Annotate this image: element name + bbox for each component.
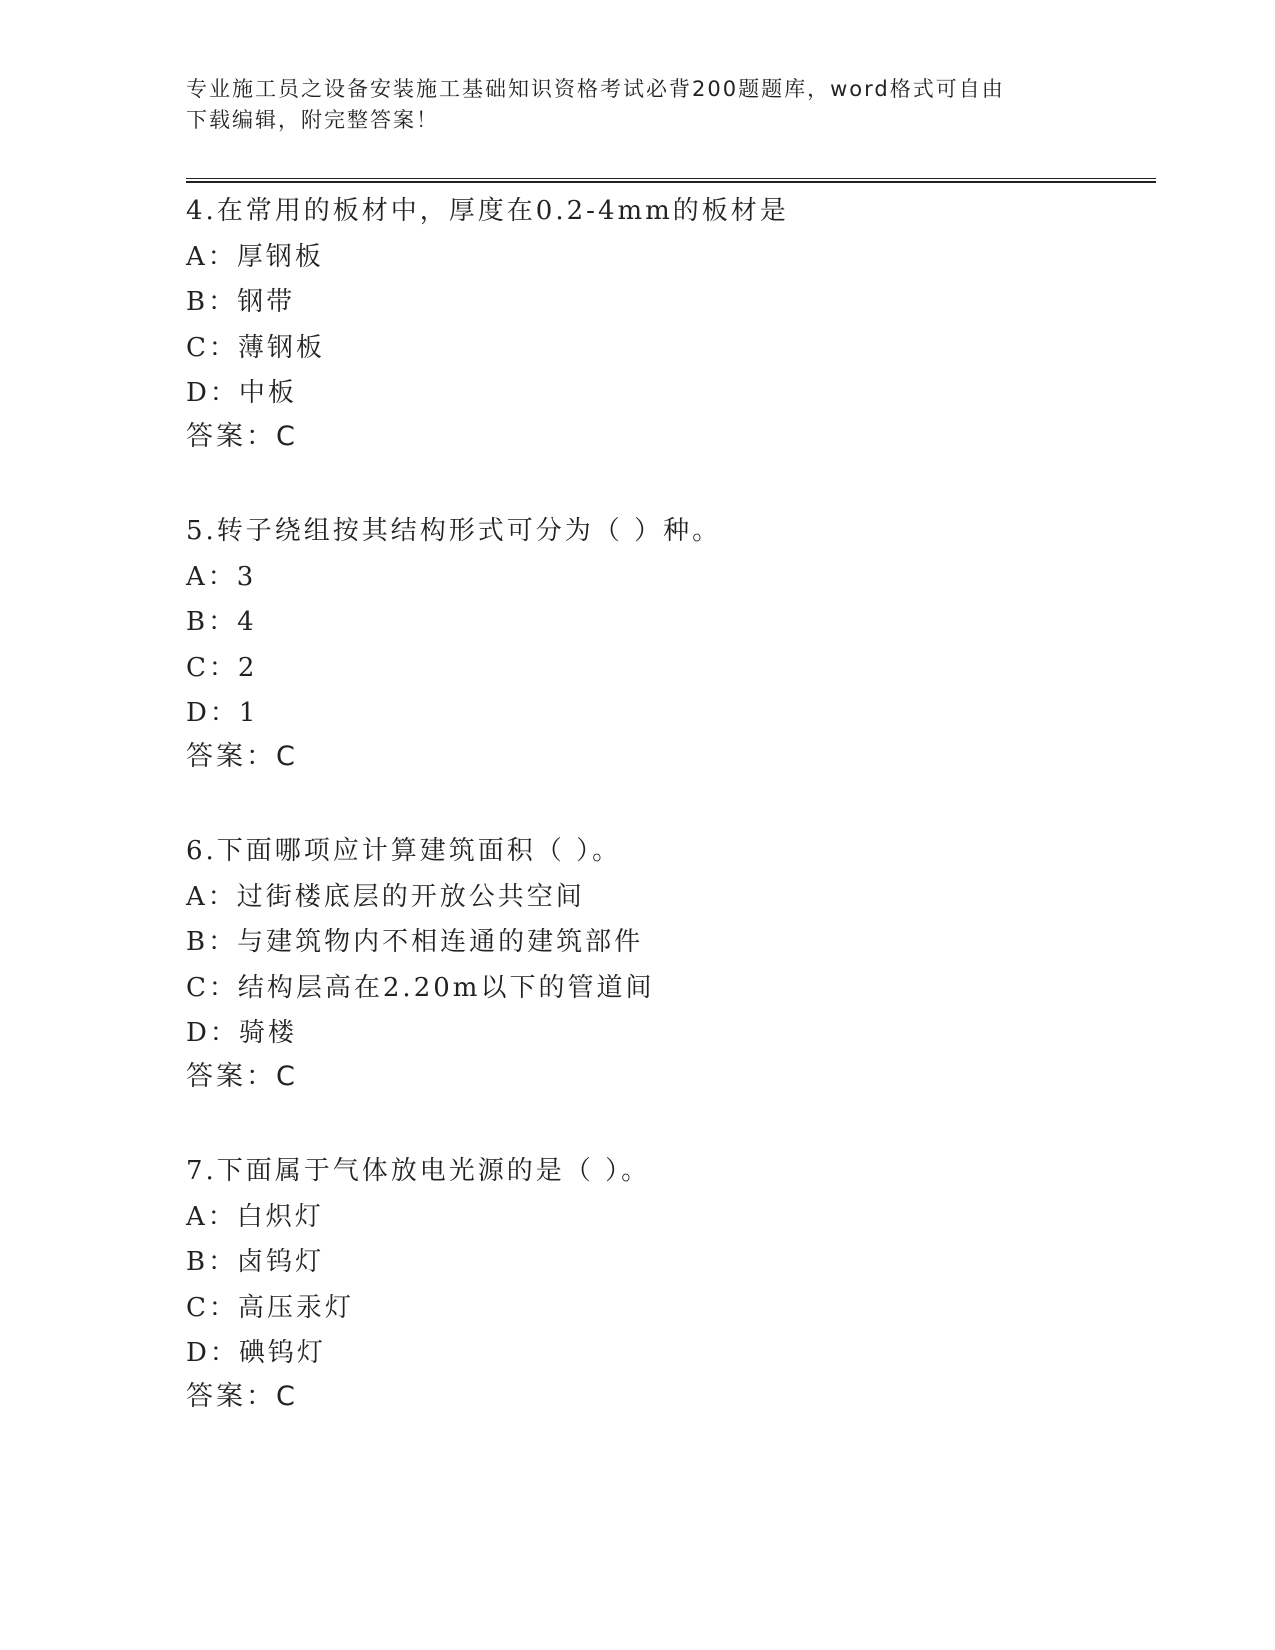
question-stem: 4.在常用的板材中，厚度在0.2-4mm的板材是 [186, 196, 789, 226]
option-c: C：结构层高在2.20m以下的管道间 [186, 973, 655, 1003]
question-stem: 5.转子绕组按其结构形式可分为（ ）种。 [186, 516, 722, 546]
option-b: B：钢带 [186, 287, 296, 317]
option-c: C：高压汞灯 [186, 1293, 354, 1323]
answer-line: 答案：C [186, 741, 298, 772]
option-c: C：2 [186, 653, 258, 683]
option-a: A：厚钢板 [186, 242, 324, 272]
option-d: D：碘钨灯 [186, 1338, 326, 1368]
answer-line: 答案：C [186, 421, 298, 452]
question-6 [186, 830, 1146, 1150]
header-rule-thin [186, 178, 1156, 179]
header-line-1: 专业施工员之设备安装施工基础知识资格考试必背200题题库，word格式可自由 [186, 77, 1005, 101]
question-4 [186, 190, 1146, 510]
option-b: B：4 [186, 607, 257, 637]
answer-line: 答案：C [186, 1381, 298, 1412]
document-header [186, 74, 1086, 136]
answer-line: 答案：C [186, 1061, 298, 1092]
option-d: D：1 [186, 698, 259, 728]
option-d: D：中板 [186, 378, 297, 408]
option-b: B：与建筑物内不相连通的建筑部件 [186, 927, 644, 957]
option-b: B：卤钨灯 [186, 1247, 325, 1277]
option-a: A：白炽灯 [186, 1202, 324, 1232]
option-a: A：3 [186, 562, 257, 592]
option-d: D：骑楼 [186, 1018, 297, 1048]
option-a: A：过街楼底层的开放公共空间 [186, 882, 585, 912]
question-7 [186, 1150, 1146, 1470]
header-rule-thick [186, 181, 1156, 183]
option-c: C：薄钢板 [186, 333, 325, 363]
question-list [186, 190, 1146, 1470]
question-stem: 7.下面属于气体放电光源的是（ ）。 [186, 1156, 651, 1186]
question-5 [186, 510, 1146, 830]
question-stem: 6.下面哪项应计算建筑面积（ ）。 [186, 836, 622, 866]
header-line-2: 下载编辑，附完整答案！ [186, 108, 439, 132]
